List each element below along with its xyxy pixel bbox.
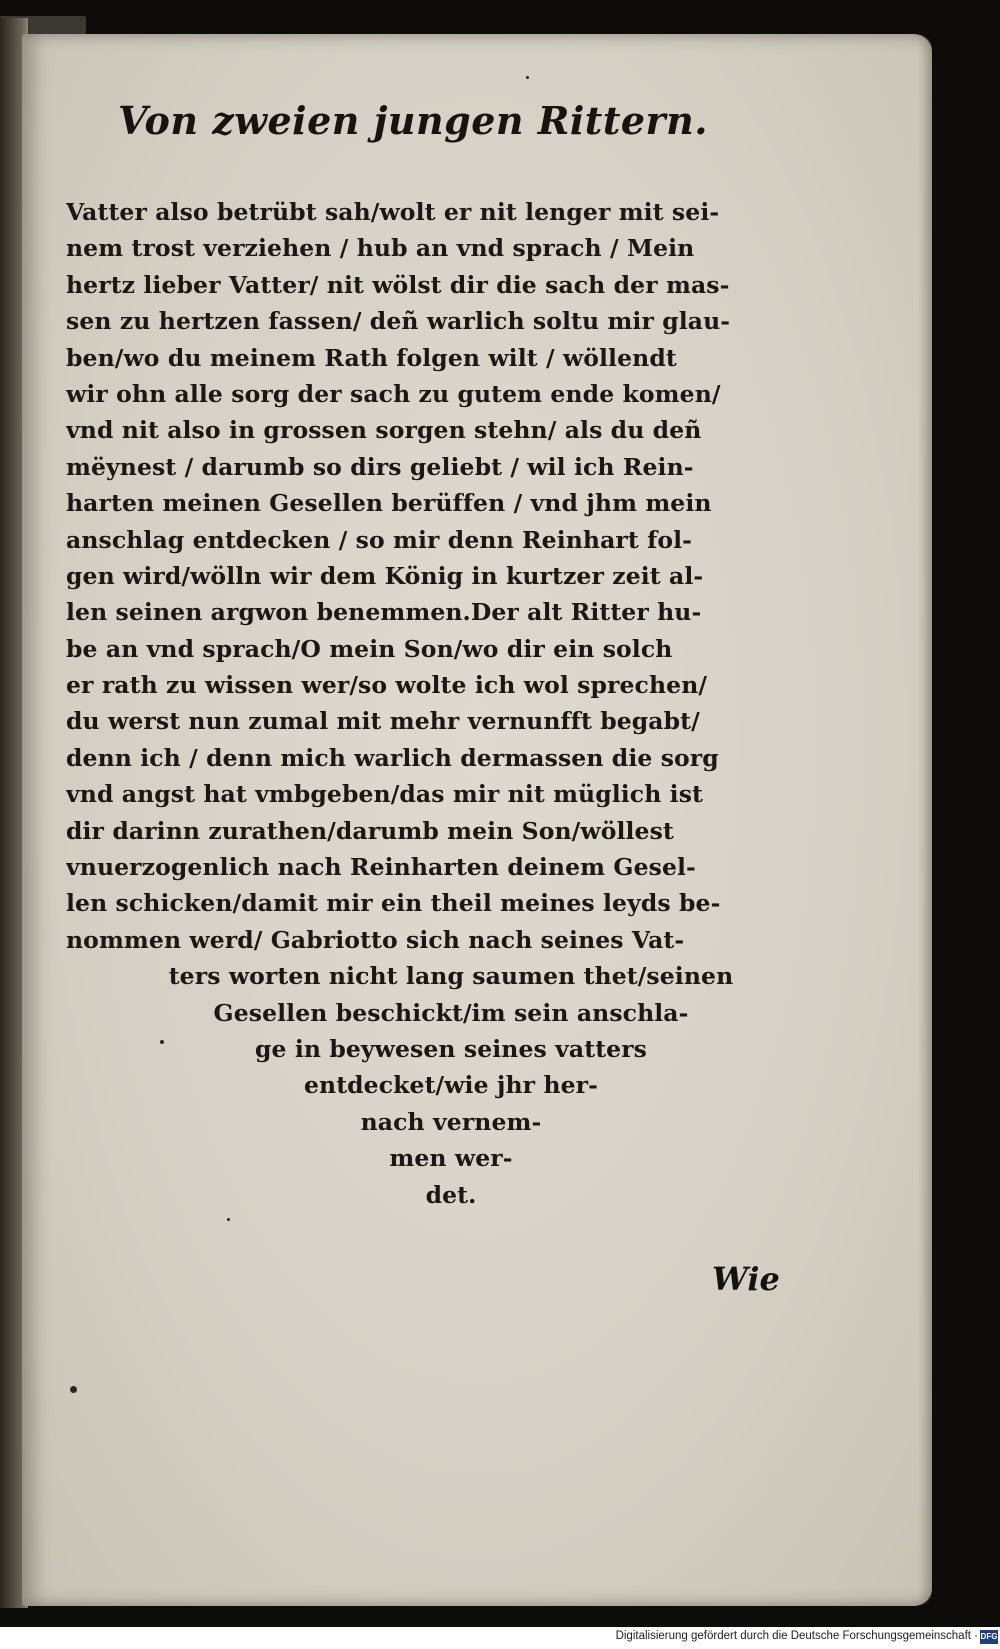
text-line: vnd nit also in grossen sorgen stehn/ als du deñ — [66, 416, 702, 445]
text-line-tapered: ters worten nicht lang saumen thet/seinen — [168, 962, 734, 991]
text-line: du werst nun zumal mit mehr vernunfft begabt/ — [66, 707, 700, 736]
text-line: dir darinn zurathen/darumb mein Son/wöllest — [66, 816, 674, 845]
text-line: len schicken/damit mir ein theil meines leyds be- — [66, 889, 721, 918]
text-line: nem trost verziehen / hub an vnd sprach / Mein — [66, 234, 695, 263]
footer-bar — [0, 1627, 1000, 1649]
text-line: wir ohn alle sorg der sach zu gutem ende komen/ — [66, 379, 721, 408]
running-header: Von zweien jungen Rittern. — [118, 98, 708, 143]
text-line: vnuerzogenlich nach Reinharten deinem Gesel- — [66, 853, 696, 882]
text-line-tapered: nach vernem- — [360, 1107, 542, 1136]
text-line: hertz lieber Vatter/ nit wölst dir die sach der mas- — [66, 270, 730, 299]
text-line: nommen werd/ Gabriotto sich nach seines Vat- — [66, 925, 685, 954]
text-line: sen zu hertzen fassen/ deñ warlich soltu mir glau- — [66, 307, 731, 336]
text-line-tapered: entdecket/wie jhr her- — [303, 1071, 599, 1100]
catchword: Wie — [712, 1260, 780, 1298]
page-edge-shadow — [918, 34, 932, 1606]
text-line: Vatter also betrübt sah/wolt er nit lenger mit sei- — [66, 198, 720, 226]
text-line: len seinen argwon benemmen.Der alt Ritter hu- — [66, 598, 702, 627]
text-line: gen wird/wölln wir dem König in kurtzer zeit al- — [66, 561, 704, 590]
text-line: vnd angst hat vmbgeben/das mir nit müglich ist — [66, 780, 703, 809]
text-line: ben/wo du meinem Rath folgen wilt / wöllendt — [66, 343, 677, 372]
ink-speck — [526, 76, 529, 79]
text-line: denn ich / denn mich warlich dermassen die sorg — [66, 743, 719, 772]
text-line: mëynest / darumb so dirs geliebt / wil ich Rein- — [66, 452, 694, 481]
text-line-tapered: Gesellen beschickt/im sein anschla- — [213, 998, 689, 1027]
body-text — [66, 194, 836, 1213]
ink-speck — [70, 1386, 77, 1393]
text-line: anschlag entdecken / so mir denn Reinhart fol- — [66, 525, 693, 554]
footer-credit: Digitalisierung gefördert durch die Deutsche Forschungsgemeinschaft · — [615, 1630, 978, 1642]
text-line-tapered: ge in beywesen seines vatters — [254, 1034, 648, 1063]
text-line-tapered: men wer- — [389, 1144, 513, 1173]
book-page — [22, 34, 932, 1606]
text-line: er rath zu wissen wer/so wolte ich wol sprechen/ — [66, 671, 708, 700]
dfg-logo: DFG — [980, 1630, 998, 1644]
text-line: be an vnd sprach/O mein Son/wo dir ein solch — [66, 634, 673, 663]
ink-speck — [160, 1040, 164, 1044]
text-line-tapered: det. — [425, 1180, 477, 1209]
ink-speck — [227, 1218, 230, 1221]
text-line: harten meinen Gesellen berüffen / vnd jhm mein — [66, 489, 712, 518]
